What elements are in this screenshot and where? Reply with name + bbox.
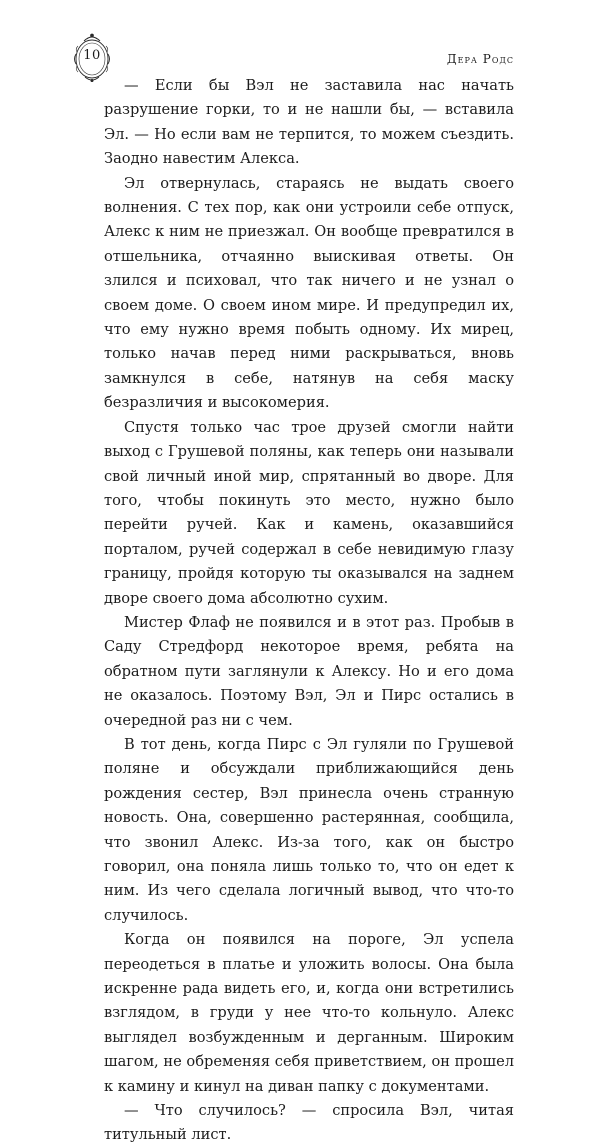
paragraph: Когда он появился на пороге, Эл успела переодеться в платье и уложить волосы. Она была искренне рада видеть его, и, когда они встретились взглядом, в груди у нее что-то кольнуло. Алекс выглядел возбужденным и дерганным. Широким шагом, не обременяя себя приветствием, он прошел к камину и кинул на диван папку с документами. (104, 931, 514, 1095)
paragraph: — Если бы Вэл не заставила нас начать разрушение горки, то и не нашли бы, — вставила Эл. — Но если вам не терпится, то можем съездить. Заодно навестим Алекса. (104, 77, 514, 168)
paragraph: — Что случилось? — спросила Вэл, читая титульный лист. (104, 1102, 514, 1144)
paragraph: Мистер Флаф не появился и в этот раз. Пробыв в Саду Стредфорд некоторое время, ребята на обратном пути заглянули к Алексу. Но и его дома не оказалось. Поэтому Вэл, Эл и Пирс остались в очередной раз ни с чем. (104, 613, 514, 729)
paragraph: Спустя только час трое друзей смогли найти выход с Грушевой поляны, как теперь они называли свой личный иной мир, спрятанный во дворе. Для того, чтобы покинуть это место, нужно было перейти ручей. Как и камень, оказавшийся порталом, ручей содержал в себе невидимую глазу границу, пройдя которую ты оказывался на заднем дворе своего дома абсолютно сухим. (104, 418, 514, 607)
paragraph: В тот день, когда Пирс с Эл гуляли по Грушевой поляне и обсуждали приближающийся день рождения сестер, Вэл принесла очень странную новость. Она, совершенно растерянная, сообщила, что звонил Алекс. Из-за того, как он быстро говорил, она поняла лишь только то, что он едет к ним. Из чего сделала логичный вывод, что что-то случилось. (104, 735, 514, 924)
page-number: 10 (83, 48, 101, 63)
page-header (0, 0, 600, 80)
paragraph: Эл отвернулась, стараясь не выдать своего волнения. С тех пор, как они устроили себе отпуск, Алекс к ним не приезжал. Он вообще превратился в отшельника, отчаянно выискивая ответы. Он злился и психовал, что так ничего и не узнал о своем доме. О своем ином мире. И предупредил их, что ему нужно время побыть одному. Их мирец, только начав перед ними раскрываться, вновь замкнулся в себе, натянув на себя маску безразличия и высокомерия. (104, 174, 514, 412)
running-head-author: Дера Родс (446, 52, 514, 66)
text-body (104, 74, 514, 1148)
